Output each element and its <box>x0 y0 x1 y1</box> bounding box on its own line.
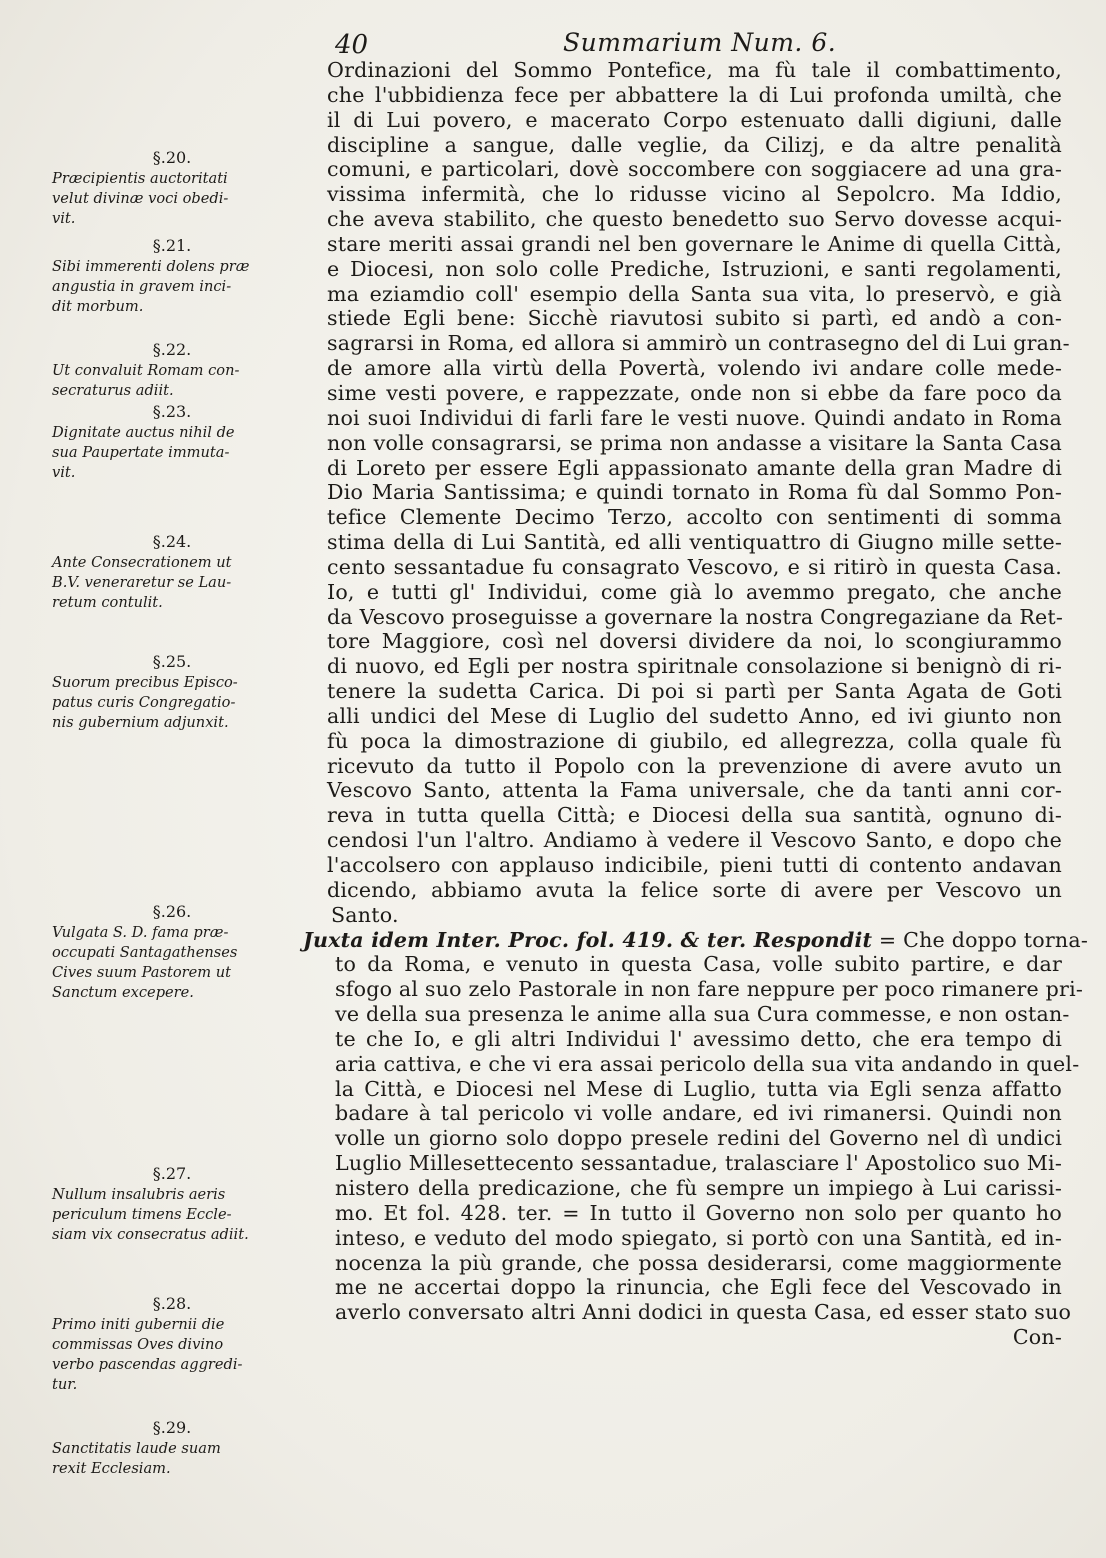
text-line: nistero della predicazione, che fù sempre un impiego à Lui carissi- <box>335 1175 1062 1200</box>
margin-note-line: nis gubernium adjunxit. <box>52 714 229 731</box>
text-line: stare meriti assai grandi nel ben governare le Anime di quella Città, <box>327 231 1062 256</box>
text-line: me ne accertai doppo la rinuncia, che Egli fece del Vescovado in <box>335 1275 1062 1300</box>
margin-note-line: retum contulit. <box>52 594 163 611</box>
text-line: di Loreto per essere Egli appassionato amante della gran Madre di <box>327 455 1062 480</box>
text-line: tefice Clemente Decimo Terzo, accolto con sentimenti di somma <box>327 505 1062 530</box>
margin-note-line: velut divinæ voci obedi- <box>52 190 229 207</box>
text-line: sfogo al suo zelo Pastorale in non fare neppure per poco rimanere pri- <box>335 977 1084 1002</box>
margin-note-section: §.27. <box>152 1164 192 1183</box>
margin-note-line: Suorum precibus Episco- <box>52 674 238 691</box>
margin-note-line: patus curis Congregatio- <box>52 694 236 711</box>
margin-note <box>52 236 292 317</box>
margin-note-section: §.24. <box>152 532 192 551</box>
margin-note-line: B.V. veneraretur se Lau- <box>52 574 232 591</box>
margin-note-line: rexit Ecclesiam. <box>52 1460 171 1477</box>
citation-reference: Juxta idem Inter. Proc. fol. 419. & ter. Respondit <box>303 927 873 952</box>
margin-note-section: §.20. <box>152 148 192 167</box>
text-line: Vescovo Santo, attenta la Fama universale, che da tanti anni cor- <box>327 778 1062 803</box>
text-line: la Città, e Diocesi nel Mese di Luglio, tutta via Egli senza affatto <box>335 1076 1062 1101</box>
text-line: l'accolsero con applauso indicibile, pieni tutti di contento andavan <box>327 853 1062 877</box>
text-line: comuni, e particolari, dovè soccombere con soggiacere ad una gra- <box>327 157 1062 182</box>
margin-note-line: dit morbum. <box>52 298 144 315</box>
page-header <box>335 24 1055 58</box>
text-line: vissima infermità, che lo ridusse vicino al Sepolcro. Ma Iddio, <box>327 182 1062 207</box>
main-text <box>303 58 1088 1350</box>
margin-note-line: Cives suum Pastorem ut <box>52 964 231 981</box>
page-number: 40 <box>335 30 369 60</box>
margin-note <box>52 902 292 1003</box>
margin-note-line: angustia in gravem inci- <box>52 278 232 295</box>
margin-note <box>52 1418 292 1479</box>
margin-note-line: occupati Santagathenses <box>52 944 238 961</box>
text-line: discipline a sangue, dalle veglie, da Cilizj, e da altre penalità <box>327 132 1062 157</box>
margin-note-section: §.23. <box>152 402 192 421</box>
margin-note-line: vit. <box>52 464 76 481</box>
text-line: inteso, e veduto del modo spiegato, si portò con una Santità, ed in- <box>335 1225 1062 1250</box>
text-line: ricevuto da tutto il Popolo con la prevenzione di avere avuto un <box>327 753 1062 778</box>
margin-note-line: Sanctum excepere. <box>52 984 194 1001</box>
text-line: tore Maggiore, così nel doversi dividere da noi, lo scongiurammo <box>327 629 1062 654</box>
margin-note-line: Sanctitatis laude suam <box>52 1440 221 1457</box>
text-line: volle un giorno solo doppo presele redini del Governo nel dì undici <box>335 1126 1062 1151</box>
text-line: badare à tal pericolo vi volle andare, ed ivi rimanersi. Quindi non <box>335 1101 1062 1126</box>
text-line: fù poca la dimostrazione di giubilo, ed allegrezza, colla quale fù <box>327 728 1062 753</box>
text-line: tenere la sudetta Carica. Di poi si partì per Santa Agata de Goti <box>327 679 1062 704</box>
text-line: e Diocesi, non solo colle Prediche, Istruzioni, e santi regolamenti, <box>327 256 1062 281</box>
text-line: Io, e tutti gl' Individui, come già lo avemmo pregato, che anche <box>327 579 1062 604</box>
margin-note-line: tur. <box>52 1376 78 1393</box>
text-line: nocenza la più grande, che possa desiderarsi, come maggiormente <box>335 1250 1062 1275</box>
text-line: Luglio Millesettecento sessantadue, tralasciare l' Apostolico suo Mi- <box>335 1151 1062 1176</box>
margin-note-line: Dignitate auctus nihil de <box>52 424 235 441</box>
text-line: cendosi l'un l'altro. Andiamo à vedere il Vescovo Santo, e dopo che <box>327 828 1062 853</box>
text-line: averlo conversato altri Anni dodici in questa Casa, ed esser stato suo <box>335 1300 1072 1325</box>
text-line: il di Lui povero, e macerato Corpo estenuato dalli digiuni, dalle <box>327 107 1062 132</box>
text-line: sime vesti povere, e rappezzate, onde non si ebbe da fare poco da <box>327 380 1062 405</box>
text-line: di nuovo, ed Egli per nostra spiritnale consolazione si benignò di ri- <box>327 654 1062 679</box>
margin-note-section: §.26. <box>152 902 192 921</box>
margin-note-line: Sibi immerenti dolens præ <box>52 258 250 275</box>
margin-note-section: §.25. <box>152 652 192 671</box>
running-title: Summarium Num. 6. <box>563 28 837 57</box>
margin-note <box>52 402 292 483</box>
text-line: de amore alla virtù della Povertà, volendo ivi andare colle mede- <box>327 356 1062 381</box>
margin-note <box>52 340 292 401</box>
margin-note-line: Vulgata S. D. fama præ- <box>52 924 229 941</box>
text-line: reva in tutta quella Città; e Diocesi della sua santità, ognuno di- <box>327 803 1062 828</box>
citation-text: = Che doppo torna- <box>872 927 1088 952</box>
margin-note <box>52 532 292 613</box>
margin-note-line: Ut convaluit Romam con- <box>52 362 240 379</box>
text-line: non volle consagrarsi, se prima non andasse a visitare la Santa Casa <box>327 430 1062 455</box>
text-line: Dio Maria Santissima; e quindi tornato in Roma fù dal Sommo Pon- <box>327 480 1062 505</box>
text-line: Ordinazioni del Sommo Pontefice, ma fù tale il combattimento, <box>327 58 1062 82</box>
text-line: stiede Egli bene: Sicchè riavutosi subito si partì, ed andò a con- <box>327 306 1062 331</box>
text-line: Con- <box>1012 1325 1062 1350</box>
text-line: sagrarsi in Roma, ed allora si ammirò un contrasegno del di Lui gran- <box>327 331 1070 356</box>
text-line: alli undici del Mese di Luglio del sudetto Anno, ed ivi giunto non <box>327 703 1062 728</box>
text-line: cento sessantadue fu consagrato Vescovo, e si ritirò in questa Casa. <box>327 554 1062 579</box>
citation-line <box>303 927 1088 953</box>
margin-note <box>52 148 292 229</box>
margin-note-line: verbo pascendas aggredi- <box>52 1356 243 1373</box>
margin-note-line: Primo initi gubernii die <box>52 1316 225 1333</box>
text-line: noi suoi Individui di farli fare le vesti nuove. Quindi andato in Roma <box>327 405 1062 430</box>
margin-note-section: §.21. <box>152 236 192 255</box>
text-line: Santo. <box>331 902 399 927</box>
margin-note-line: Ante Consecrationem ut <box>52 554 232 571</box>
text-line: che aveva stabilito, che questo benedetto suo Servo dovesse acqui- <box>327 207 1062 232</box>
text-line: mo. Et fol. 428. ter. = In tutto il Governo non solo per quanto ho <box>335 1200 1062 1225</box>
margin-note-section: §.28. <box>152 1294 192 1313</box>
text-line: aria cattiva, e che vi era assai pericolo della sua vita andando in quel- <box>335 1051 1080 1076</box>
margin-note-line: vit. <box>52 210 76 227</box>
margin-note-line: Nullum insalubris aeris <box>52 1186 226 1203</box>
margin-note <box>52 652 292 733</box>
margin-note-line: Præcipientis auctoritati <box>52 170 228 187</box>
margin-note-line: sua Paupertate immuta- <box>52 444 230 461</box>
text-line: stima della di Lui Santità, ed alli ventiquattro di Giugno mille sette- <box>327 530 1062 555</box>
margin-note-section: §.29. <box>152 1418 192 1437</box>
margin-note <box>52 1164 292 1245</box>
margin-note-section: §.22. <box>152 340 192 359</box>
margin-note <box>52 1294 292 1395</box>
text-line: te che Io, e gli altri Individui l' avessimo detto, che era tempo di <box>335 1026 1062 1051</box>
margin-note-line: secraturus adiit. <box>52 382 174 399</box>
text-line: che l'ubbidienza fece per abbattere la di Lui profonda umiltà, che <box>327 82 1062 107</box>
text-line: da Vescovo proseguisse a governare la nostra Congregaziane da Ret- <box>327 604 1064 629</box>
text-line: dicendo, abbiamo avuta la felice sorte di avere per Vescovo un <box>327 877 1062 902</box>
text-line: to da Roma, e venuto in questa Casa, volle subito partire, e dar <box>335 952 1062 977</box>
margin-note-line: periculum timens Eccle- <box>52 1206 232 1223</box>
text-line: ma eziamdio coll' esempio della Santa sua vita, lo preservò, e già <box>327 281 1062 306</box>
margin-note-line: commissas Oves divino <box>52 1336 224 1353</box>
text-line: ve della sua presenza le anime alla sua Cura commesse, e non ostan- <box>335 1002 1070 1027</box>
margin-note-line: siam vix consecratus adiit. <box>52 1226 249 1243</box>
